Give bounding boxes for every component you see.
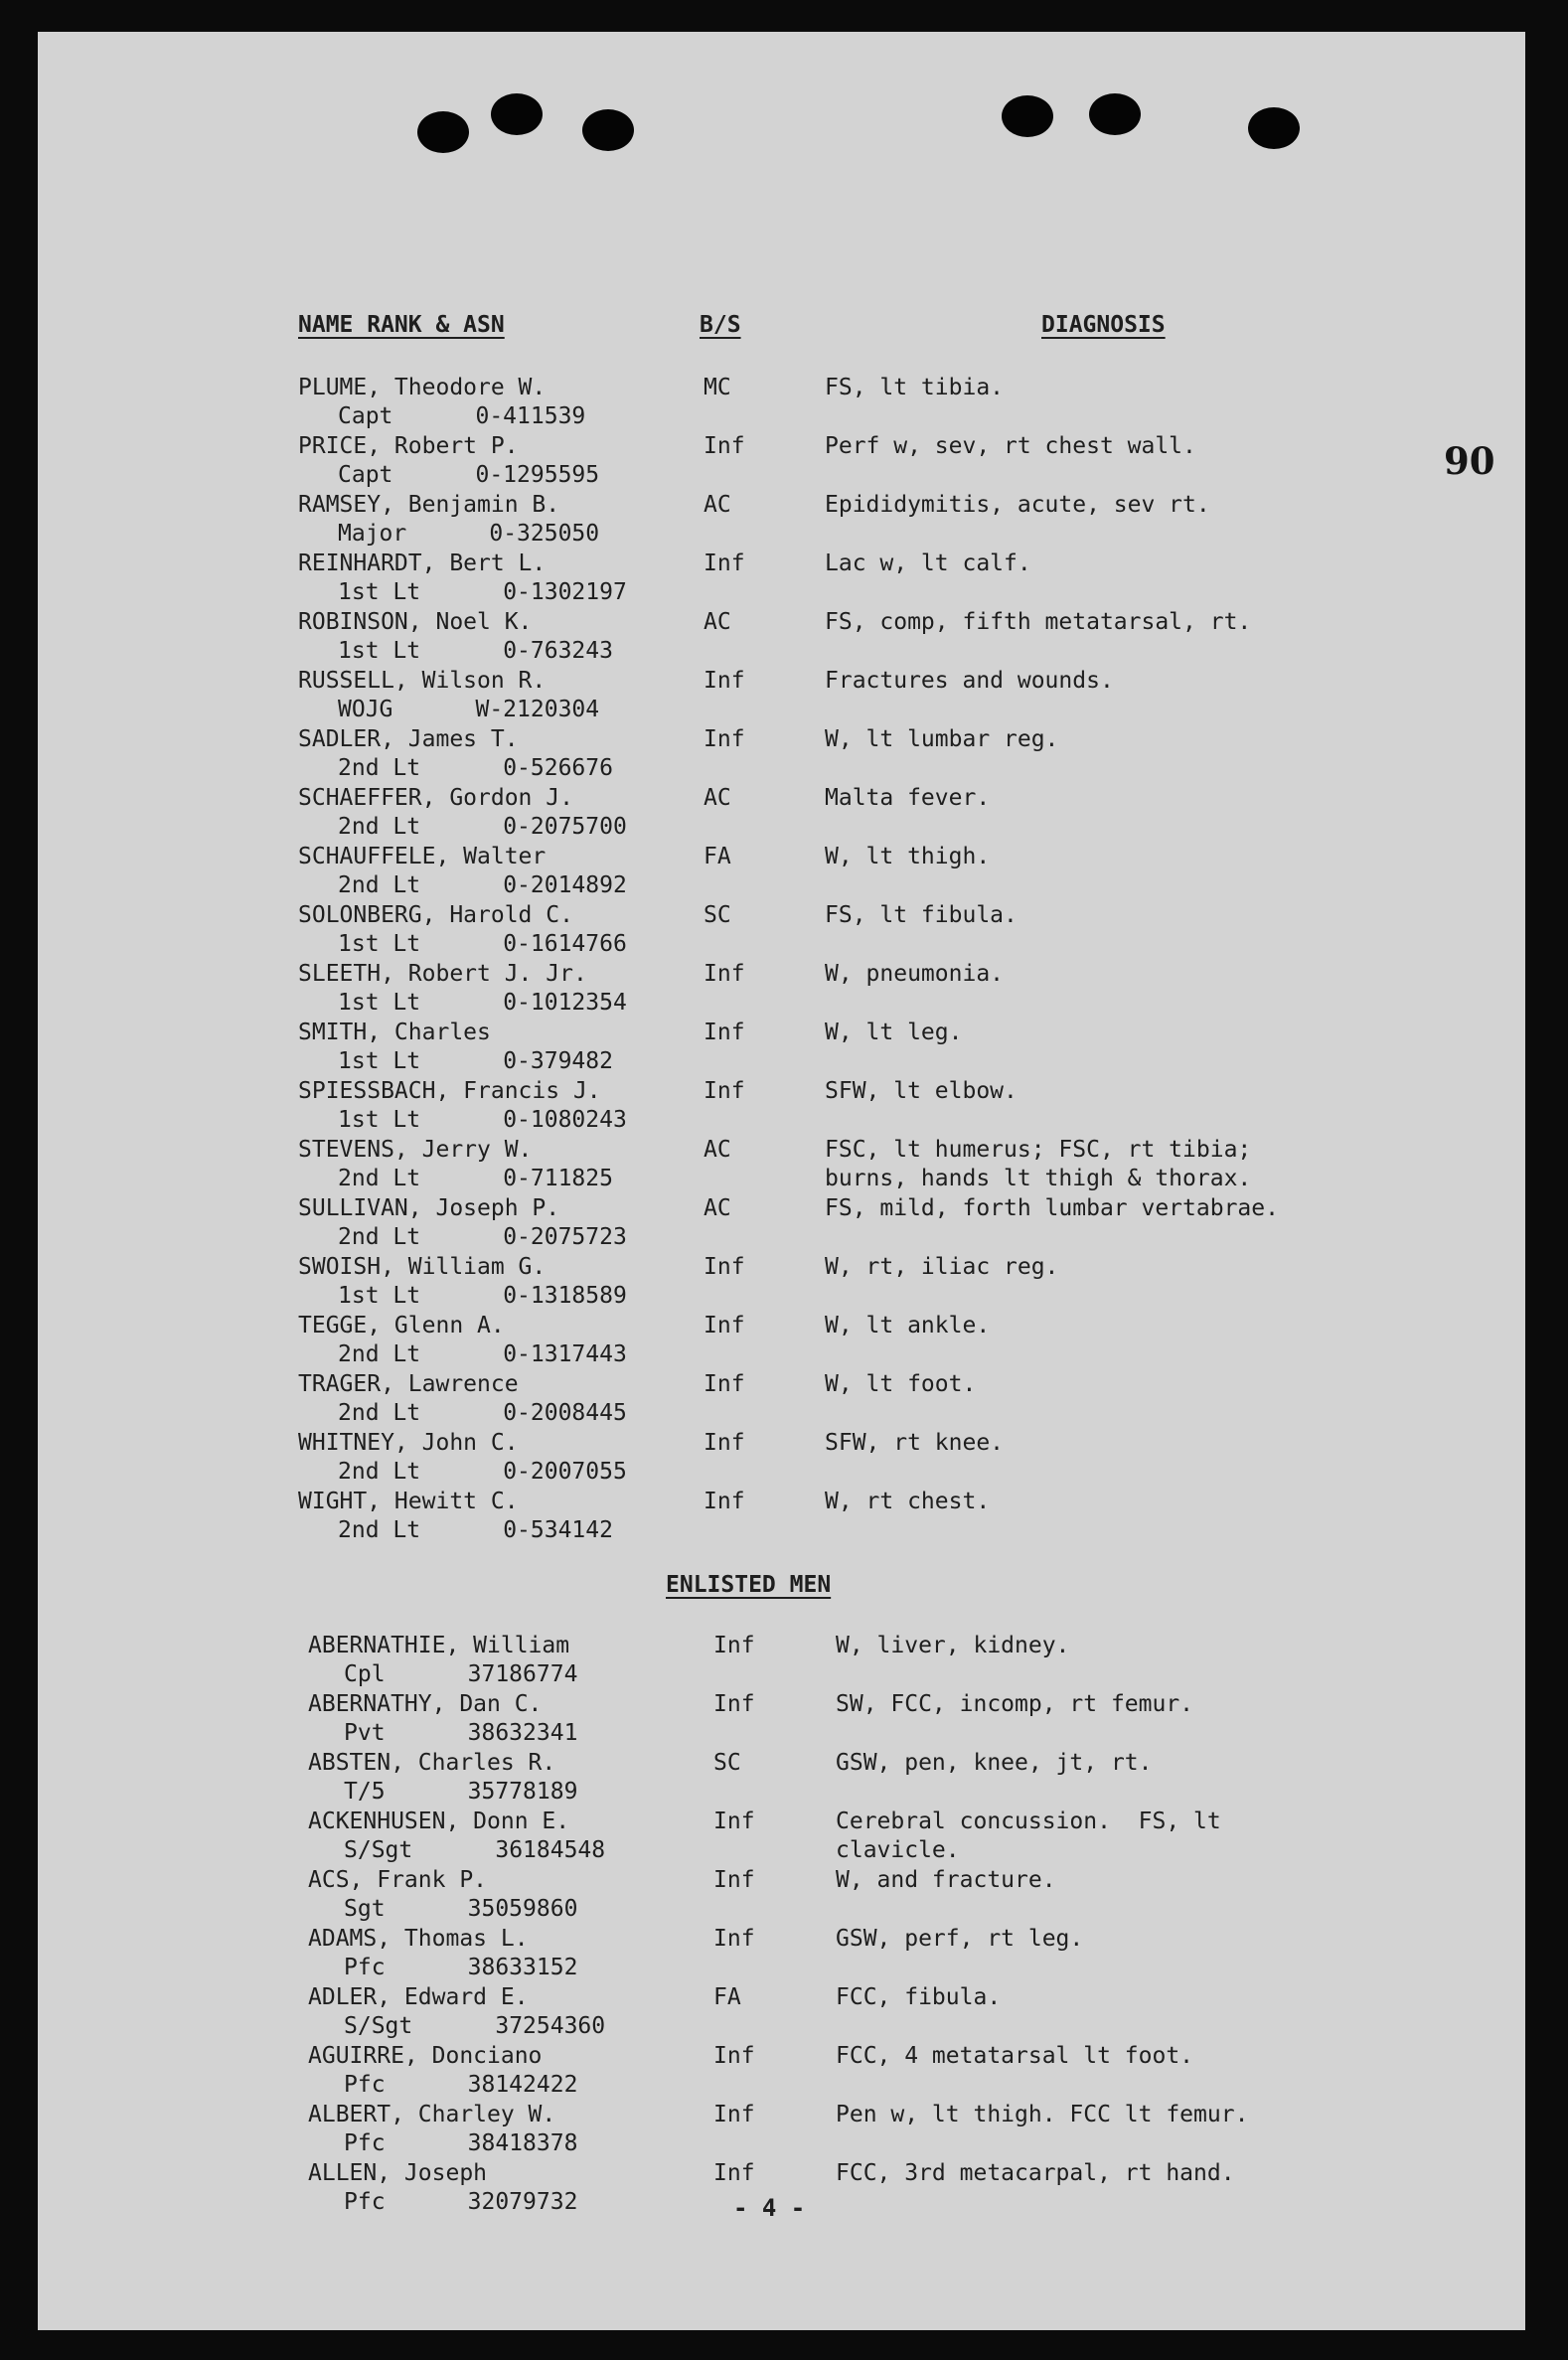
record-row — [38, 2042, 1525, 2101]
record-asn: 0-1012354 — [503, 990, 627, 1016]
record-diagnosis-line: FSC, lt humerus; FSC, rt tibia; — [825, 1137, 1252, 1163]
record-rank: 2nd Lt — [338, 1400, 421, 1426]
record-rank: 2nd Lt — [338, 1459, 421, 1485]
header-bs: B/S — [700, 312, 741, 338]
record-diagnosis-line: Perf w, sev, rt chest wall. — [825, 433, 1196, 459]
record-diagnosis-line: FS, lt tibia. — [825, 375, 1005, 400]
record-asn: 35778189 — [467, 1779, 578, 1805]
punch-hole — [417, 111, 469, 153]
record-diagnosis-line: W, rt chest. — [825, 1489, 991, 1514]
record-branch: SC — [713, 1750, 741, 1776]
record-diagnosis — [825, 960, 1004, 989]
record-name: WHITNEY, John C. — [298, 1430, 519, 1456]
record-name: ALBERT, Charley W. — [308, 2102, 556, 2127]
record-rank-asn — [344, 1895, 577, 1924]
record-name: TRAGER, Lawrence — [298, 1371, 519, 1397]
record-row — [38, 1690, 1525, 1749]
record-rank: S/Sgt — [344, 2013, 413, 2039]
record-name: SPIESSBACH, Francis J. — [298, 1078, 601, 1104]
record-rank-asn — [338, 989, 627, 1018]
record-name: ALLEN, Joseph — [308, 2160, 488, 2186]
record-rank: 2nd Lt — [338, 872, 421, 898]
record-row — [38, 1925, 1525, 1983]
record-rank-asn — [338, 520, 599, 549]
record-rank-asn — [344, 1836, 605, 1865]
record-asn: 0-1295595 — [475, 462, 600, 488]
record-rank-asn — [344, 2012, 605, 2041]
record-diagnosis-line: burns, hands lt thigh & thorax. — [825, 1166, 1252, 1191]
punch-hole — [582, 109, 634, 151]
record-rank-asn — [344, 1778, 577, 1807]
punch-hole — [1002, 95, 1053, 137]
record-rank: 2nd Lt — [338, 1517, 421, 1543]
record-branch: Inf — [713, 1691, 755, 1717]
record-diagnosis — [825, 608, 1251, 637]
record-diagnosis — [825, 1136, 1251, 1193]
record-diagnosis-line: FS, comp, fifth metatarsal, rt. — [825, 609, 1252, 635]
record-asn: 0-1614766 — [503, 931, 627, 957]
record-branch: AC — [704, 785, 731, 811]
record-branch: Inf — [704, 1430, 745, 1456]
record-rank: Cpl — [344, 1661, 386, 1687]
record-branch: Inf — [704, 726, 745, 752]
record-branch: Inf — [713, 2102, 755, 2127]
record-branch: Inf — [704, 668, 745, 694]
record-rank-asn — [338, 402, 585, 431]
record-diagnosis-line: W, lt ankle. — [825, 1313, 991, 1338]
record-rank: Pfc — [344, 2189, 386, 2215]
record-diagnosis — [836, 1749, 1153, 1778]
record-diagnosis-line: FS, lt fibula. — [825, 902, 1018, 928]
record-asn: 37186774 — [467, 1661, 578, 1687]
record-row — [38, 1866, 1525, 1925]
record-diagnosis — [825, 1429, 1004, 1458]
record-asn: 35059860 — [467, 1896, 578, 1922]
record-asn: 32079732 — [467, 2189, 578, 2215]
record-branch: AC — [704, 492, 731, 518]
punch-hole — [1248, 107, 1300, 149]
record-branch: Inf — [704, 1489, 745, 1514]
record-rank-asn — [338, 1458, 627, 1487]
record-name: SCHAEFFER, Gordon J. — [298, 785, 573, 811]
record-rank-asn — [344, 1660, 577, 1689]
record-row — [38, 2101, 1525, 2159]
record-asn: 0-379482 — [503, 1048, 613, 1074]
record-branch: AC — [704, 1195, 731, 1221]
punch-hole — [1089, 93, 1141, 135]
record-rank-asn — [338, 871, 627, 900]
record-diagnosis-line: FCC, 4 metatarsal lt foot. — [836, 2043, 1194, 2069]
record-diagnosis-line: W, lt lumbar reg. — [825, 726, 1059, 752]
record-diagnosis — [825, 1253, 1058, 1282]
record-asn: 0-1080243 — [503, 1107, 627, 1133]
record-asn: 0-711825 — [503, 1166, 613, 1191]
record-asn: 37254360 — [495, 2013, 606, 2039]
record-branch: MC — [704, 375, 731, 400]
record-diagnosis-line: Malta fever. — [825, 785, 991, 811]
record-diagnosis-line: W, lt foot. — [825, 1371, 977, 1397]
record-branch: Inf — [713, 2160, 755, 2186]
record-rank: 1st Lt — [338, 1107, 421, 1133]
record-diagnosis — [825, 843, 990, 871]
record-rank: 1st Lt — [338, 638, 421, 664]
record-name: SWOISH, William G. — [298, 1254, 547, 1280]
record-branch: Inf — [713, 1867, 755, 1893]
record-diagnosis-line: W, pneumonia. — [825, 961, 1005, 987]
record-branch: Inf — [704, 1313, 745, 1338]
record-rank-asn — [344, 2071, 577, 2100]
record-rank-asn — [344, 1719, 577, 1748]
record-asn: 0-1317443 — [503, 1341, 627, 1367]
record-row — [38, 725, 1525, 784]
record-diagnosis — [825, 784, 990, 813]
record-rank: T/5 — [344, 1779, 386, 1805]
record-branch: Inf — [704, 961, 745, 987]
record-row — [38, 1429, 1525, 1488]
record-name: RAMSEY, Benjamin B. — [298, 492, 560, 518]
record-row — [38, 432, 1525, 491]
record-diagnosis-line: W, liver, kidney. — [836, 1633, 1070, 1658]
record-branch: Inf — [704, 1078, 745, 1104]
record-branch: Inf — [704, 551, 745, 576]
record-diagnosis — [825, 491, 1210, 520]
record-diagnosis — [825, 667, 1114, 696]
record-row — [38, 1370, 1525, 1429]
record-row — [38, 1077, 1525, 1136]
record-diagnosis — [836, 1632, 1069, 1660]
record-diagnosis-line: W, lt thigh. — [825, 844, 991, 869]
record-name: SULLIVAN, Joseph P. — [298, 1195, 560, 1221]
record-rank: 2nd Lt — [338, 814, 421, 840]
record-rank-asn — [338, 1223, 627, 1252]
record-branch: AC — [704, 609, 731, 635]
record-row — [38, 491, 1525, 550]
record-asn: 38632341 — [467, 1720, 578, 1746]
record-rank-asn — [338, 930, 627, 959]
record-rank: 2nd Lt — [338, 1224, 421, 1250]
record-asn: 38142422 — [467, 2072, 578, 2098]
record-row — [38, 374, 1525, 432]
record-name: REINHARDT, Bert L. — [298, 551, 547, 576]
record-rank-asn — [344, 2188, 577, 2217]
record-diagnosis-line: W, rt, iliac reg. — [825, 1254, 1059, 1280]
record-diagnosis-line: Epididymitis, acute, sev rt. — [825, 492, 1210, 518]
record-name: ROBINSON, Noel K. — [298, 609, 533, 635]
record-branch: Inf — [713, 1809, 755, 1834]
record-diagnosis — [836, 1866, 1056, 1895]
record-diagnosis — [825, 1370, 976, 1399]
record-diagnosis — [825, 550, 1031, 578]
record-rank-asn — [338, 1340, 627, 1369]
record-diagnosis-line: Lac w, lt calf. — [825, 551, 1031, 576]
record-diagnosis — [836, 1690, 1193, 1719]
record-name: RUSSELL, Wilson R. — [298, 668, 547, 694]
record-rank-asn — [338, 754, 613, 783]
record-name: SCHAUFFELE, Walter — [298, 844, 547, 869]
record-row — [38, 667, 1525, 725]
record-rank-asn — [344, 1954, 577, 1982]
record-row — [38, 784, 1525, 843]
record-asn: 0-325050 — [489, 521, 600, 547]
record-branch: FA — [704, 844, 731, 869]
record-rank: 1st Lt — [338, 1283, 421, 1309]
record-diagnosis — [825, 374, 1004, 402]
record-branch: Inf — [713, 1633, 755, 1658]
record-asn: 0-2075723 — [503, 1224, 627, 1250]
record-diagnosis — [825, 1077, 1018, 1106]
record-name: ABSTEN, Charles R. — [308, 1750, 556, 1776]
record-branch: Inf — [713, 1926, 755, 1952]
record-asn: 36184548 — [495, 1837, 606, 1863]
record-rank: WOJG — [338, 697, 393, 722]
record-row — [38, 550, 1525, 608]
record-diagnosis-line: W, and fracture. — [836, 1867, 1056, 1893]
record-rank: 2nd Lt — [338, 755, 421, 781]
record-name: ACS, Frank P. — [308, 1867, 488, 1893]
record-asn: 0-534142 — [503, 1517, 613, 1543]
record-name: AGUIRRE, Donciano — [308, 2043, 543, 2069]
record-rank: 1st Lt — [338, 931, 421, 957]
record-name: PRICE, Robert P. — [298, 433, 519, 459]
enlisted-men-title: ENLISTED MEN — [666, 1572, 832, 1598]
record-diagnosis — [836, 1808, 1221, 1865]
record-branch: Inf — [704, 433, 745, 459]
record-diagnosis-line: GSW, perf, rt leg. — [836, 1926, 1084, 1952]
record-branch: Inf — [704, 1254, 745, 1280]
record-row — [38, 1136, 1525, 1194]
record-rank-asn — [344, 2129, 577, 2158]
record-rank-asn — [338, 1282, 627, 1311]
record-rank: Sgt — [344, 1896, 386, 1922]
record-asn: 38633152 — [467, 1955, 578, 1980]
record-diagnosis-line: Fractures and wounds. — [825, 668, 1114, 694]
record-rank-asn — [338, 813, 627, 842]
record-row — [38, 1019, 1525, 1077]
record-asn: 0-526676 — [503, 755, 613, 781]
record-branch: SC — [704, 902, 731, 928]
record-rank-asn — [338, 461, 599, 490]
record-diagnosis-line: W, lt leg. — [825, 1020, 963, 1045]
record-diagnosis — [825, 1194, 1279, 1223]
record-rank: Pfc — [344, 2130, 386, 2156]
record-diagnosis — [825, 1312, 990, 1340]
record-row — [38, 1253, 1525, 1312]
record-name: TEGGE, Glenn A. — [298, 1313, 505, 1338]
record-diagnosis-line: GSW, pen, knee, jt, rt. — [836, 1750, 1153, 1776]
record-row — [38, 1488, 1525, 1546]
record-diagnosis — [825, 432, 1196, 461]
record-name: WIGHT, Hewitt C. — [298, 1489, 519, 1514]
record-rank-asn — [338, 637, 613, 666]
record-asn: 0-1318589 — [503, 1283, 627, 1309]
record-row — [38, 901, 1525, 960]
record-name: SADLER, James T. — [298, 726, 519, 752]
record-branch: Inf — [704, 1020, 745, 1045]
record-name: SMITH, Charles — [298, 1020, 491, 1045]
record-name: SLEETH, Robert J. Jr. — [298, 961, 587, 987]
record-rank-asn — [338, 578, 627, 607]
record-branch: AC — [704, 1137, 731, 1163]
record-rank: S/Sgt — [344, 1837, 413, 1863]
record-diagnosis-line: FCC, 3rd metacarpal, rt hand. — [836, 2160, 1235, 2186]
record-row — [38, 1632, 1525, 1690]
record-asn: 0-411539 — [475, 403, 586, 429]
record-row — [38, 843, 1525, 901]
record-asn: 38418378 — [467, 2130, 578, 2156]
record-diagnosis — [836, 2159, 1235, 2188]
record-row — [38, 1808, 1525, 1866]
record-diagnosis-line: Cerebral concussion. FS, lt — [836, 1809, 1221, 1834]
record-asn: 0-2075700 — [503, 814, 627, 840]
record-rank-asn — [338, 1106, 627, 1135]
record-name: ADLER, Edward E. — [308, 1984, 529, 2010]
record-name: SOLONBERG, Harold C. — [298, 902, 573, 928]
record-rank: Major — [338, 521, 407, 547]
record-diagnosis-line: SFW, lt elbow. — [825, 1078, 1018, 1104]
record-branch: Inf — [713, 2043, 755, 2069]
header-diagnosis: DIAGNOSIS — [1041, 312, 1166, 338]
record-diagnosis-line: FCC, fibula. — [836, 1984, 1002, 2010]
record-asn: 0-1302197 — [503, 579, 627, 605]
record-name: ABERNATHIE, William — [308, 1633, 570, 1658]
record-row — [38, 608, 1525, 667]
record-branch: FA — [713, 1984, 741, 2010]
record-asn: 0-2014892 — [503, 872, 627, 898]
record-diagnosis-line: SW, FCC, incomp, rt femur. — [836, 1691, 1194, 1717]
record-diagnosis — [836, 1983, 1001, 2012]
record-rank: Pfc — [344, 1955, 386, 1980]
record-asn: 0-2008445 — [503, 1400, 627, 1426]
record-rank: Pfc — [344, 2072, 386, 2098]
record-name: ACKENHUSEN, Donn E. — [308, 1809, 570, 1834]
record-rank-asn — [338, 1165, 613, 1193]
record-diagnosis — [836, 2042, 1193, 2071]
record-rank: Capt — [338, 462, 393, 488]
record-diagnosis-line: SFW, rt knee. — [825, 1430, 1005, 1456]
header-name: NAME RANK & ASN — [298, 312, 505, 338]
record-row — [38, 1983, 1525, 2042]
record-rank: 2nd Lt — [338, 1341, 421, 1367]
record-rank: 1st Lt — [338, 1048, 421, 1074]
record-row — [38, 960, 1525, 1019]
record-asn: 0-2007055 — [503, 1459, 627, 1485]
record-rank: 1st Lt — [338, 990, 421, 1016]
record-name: PLUME, Theodore W. — [298, 375, 547, 400]
punch-hole — [491, 93, 543, 135]
record-name: ADAMS, Thomas L. — [308, 1926, 529, 1952]
record-diagnosis — [825, 1488, 990, 1516]
record-rank-asn — [338, 1399, 627, 1428]
record-rank-asn — [338, 1047, 613, 1076]
record-diagnosis — [825, 1019, 962, 1047]
record-diagnosis — [836, 2101, 1248, 2129]
record-name: STEVENS, Jerry W. — [298, 1137, 533, 1163]
record-diagnosis-line: clavicle. — [836, 1837, 960, 1863]
record-name: ABERNATHY, Dan C. — [308, 1691, 543, 1717]
record-diagnosis — [836, 1925, 1083, 1954]
record-asn: W-2120304 — [475, 697, 600, 722]
page-number-top: 90 — [1444, 439, 1495, 483]
record-rank: 1st Lt — [338, 579, 421, 605]
record-branch: Inf — [704, 1371, 745, 1397]
record-row — [38, 1749, 1525, 1808]
record-diagnosis-line: Pen w, lt thigh. FCC lt femur. — [836, 2102, 1249, 2127]
record-row — [38, 1194, 1525, 1253]
record-row — [38, 1312, 1525, 1370]
record-diagnosis-line: FS, mild, forth lumbar vertabrae. — [825, 1195, 1279, 1221]
record-rank-asn — [338, 1516, 613, 1545]
page-footer: - 4 - — [733, 2194, 806, 2222]
record-rank-asn — [338, 696, 599, 724]
record-rank: Capt — [338, 403, 393, 429]
record-rank: 2nd Lt — [338, 1166, 421, 1191]
record-rank: Pvt — [344, 1720, 386, 1746]
record-asn: 0-763243 — [503, 638, 613, 664]
record-diagnosis — [825, 725, 1058, 754]
record-diagnosis — [825, 901, 1018, 930]
document-page — [38, 32, 1525, 2330]
